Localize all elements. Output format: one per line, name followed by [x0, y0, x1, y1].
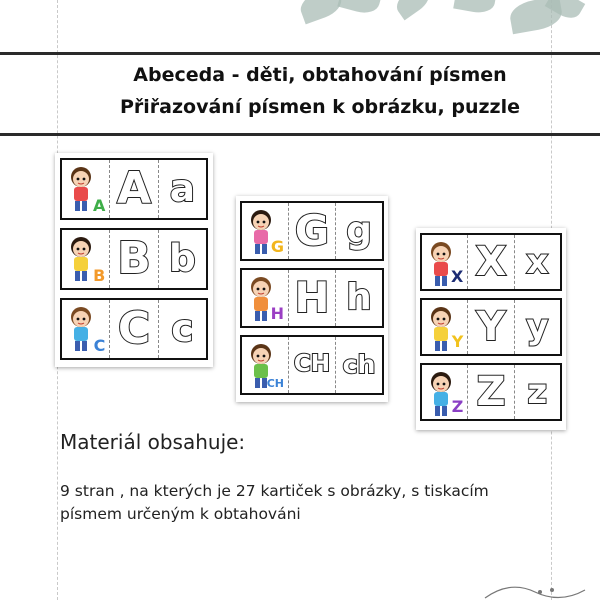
uppercase-letter: Z — [476, 369, 506, 415]
picture-letter-badge: X — [450, 267, 464, 286]
picture-letter-badge: A — [92, 196, 106, 215]
uppercase-letter: Y — [476, 304, 506, 350]
picture-letter-badge: B — [93, 266, 106, 285]
lowercase-letter: g — [346, 210, 372, 252]
child-picture-cell — [422, 235, 468, 289]
letter-card-row — [420, 298, 562, 356]
title-line-2: Přiřazování písmen k obrázku, puzzle — [119, 96, 520, 118]
lowercase-letter: c — [171, 306, 194, 351]
child-picture-cell — [242, 203, 289, 259]
uppercase-letter-cell — [289, 270, 336, 326]
picture-letter-badge: Z — [451, 397, 464, 416]
uppercase-letter-cell — [110, 230, 158, 288]
picture-letter-badge: C — [93, 336, 106, 355]
lowercase-letter-cell — [515, 365, 560, 419]
picture-letter-badge: Y — [451, 332, 464, 351]
lowercase-letter: y — [526, 307, 549, 347]
child-picture-cell — [242, 337, 289, 393]
uppercase-letter-cell — [468, 365, 514, 419]
lowercase-letter-cell — [336, 337, 382, 393]
letter-card-row — [420, 363, 562, 421]
child-picture-cell — [62, 160, 110, 218]
picture-letter-badge: G — [270, 237, 284, 256]
doodle-decoration-bottom — [480, 580, 590, 600]
title-line-1: Abeceda - děti, obtahování písmen — [133, 64, 507, 86]
child-picture-cell — [242, 270, 289, 326]
letter-card-row — [240, 268, 384, 328]
letter-card-row — [240, 201, 384, 261]
material-description: 9 stran , na kterých je 27 kartiček s obrázky, s tiskacím písmem určeným k obtahováni — [60, 482, 489, 523]
lowercase-letter: x — [526, 242, 549, 282]
uppercase-letter: CH — [293, 351, 331, 378]
uppercase-letter: X — [475, 239, 507, 285]
picture-letter-badge: CH — [266, 377, 284, 390]
letter-card-row — [420, 233, 562, 291]
child-picture-cell — [62, 230, 110, 288]
letter-card-row — [60, 228, 208, 290]
uppercase-letter-cell — [468, 300, 514, 354]
letter-card-row — [60, 158, 208, 220]
child-picture-cell — [422, 365, 468, 419]
lowercase-letter-cell — [515, 300, 560, 354]
lowercase-letter: b — [168, 236, 196, 281]
uppercase-letter-cell — [110, 160, 158, 218]
title-bottom-rule — [0, 133, 600, 136]
picture-letter-badge: H — [270, 304, 284, 323]
lowercase-letter-cell — [336, 203, 382, 259]
child-illustration — [66, 304, 96, 358]
child-illustration — [66, 164, 96, 218]
lowercase-letter-cell — [515, 235, 560, 289]
uppercase-letter: H — [294, 273, 330, 322]
lowercase-letter: a — [169, 166, 195, 211]
child-illustration — [66, 234, 96, 288]
child-picture-cell — [62, 300, 110, 358]
letter-card-row — [240, 335, 384, 395]
uppercase-letter: G — [294, 206, 330, 255]
uppercase-letter: B — [117, 233, 151, 284]
letter-card-row — [60, 298, 208, 360]
child-picture-cell — [422, 300, 468, 354]
lowercase-letter: z — [527, 372, 548, 412]
lowercase-letter: ch — [342, 350, 376, 380]
uppercase-letter-cell — [289, 337, 336, 393]
uppercase-letter-cell — [289, 203, 336, 259]
lowercase-letter: h — [346, 277, 372, 319]
lowercase-letter-cell — [159, 160, 206, 218]
lowercase-letter-cell — [159, 300, 206, 358]
material-heading: Materiál obsahuje: — [60, 430, 246, 454]
lowercase-letter-cell — [336, 270, 382, 326]
title-top-rule — [0, 52, 600, 55]
uppercase-letter: A — [116, 163, 152, 214]
lowercase-letter-cell — [159, 230, 206, 288]
uppercase-letter-cell — [468, 235, 514, 289]
uppercase-letter-cell — [110, 300, 158, 358]
uppercase-letter: C — [117, 303, 151, 354]
